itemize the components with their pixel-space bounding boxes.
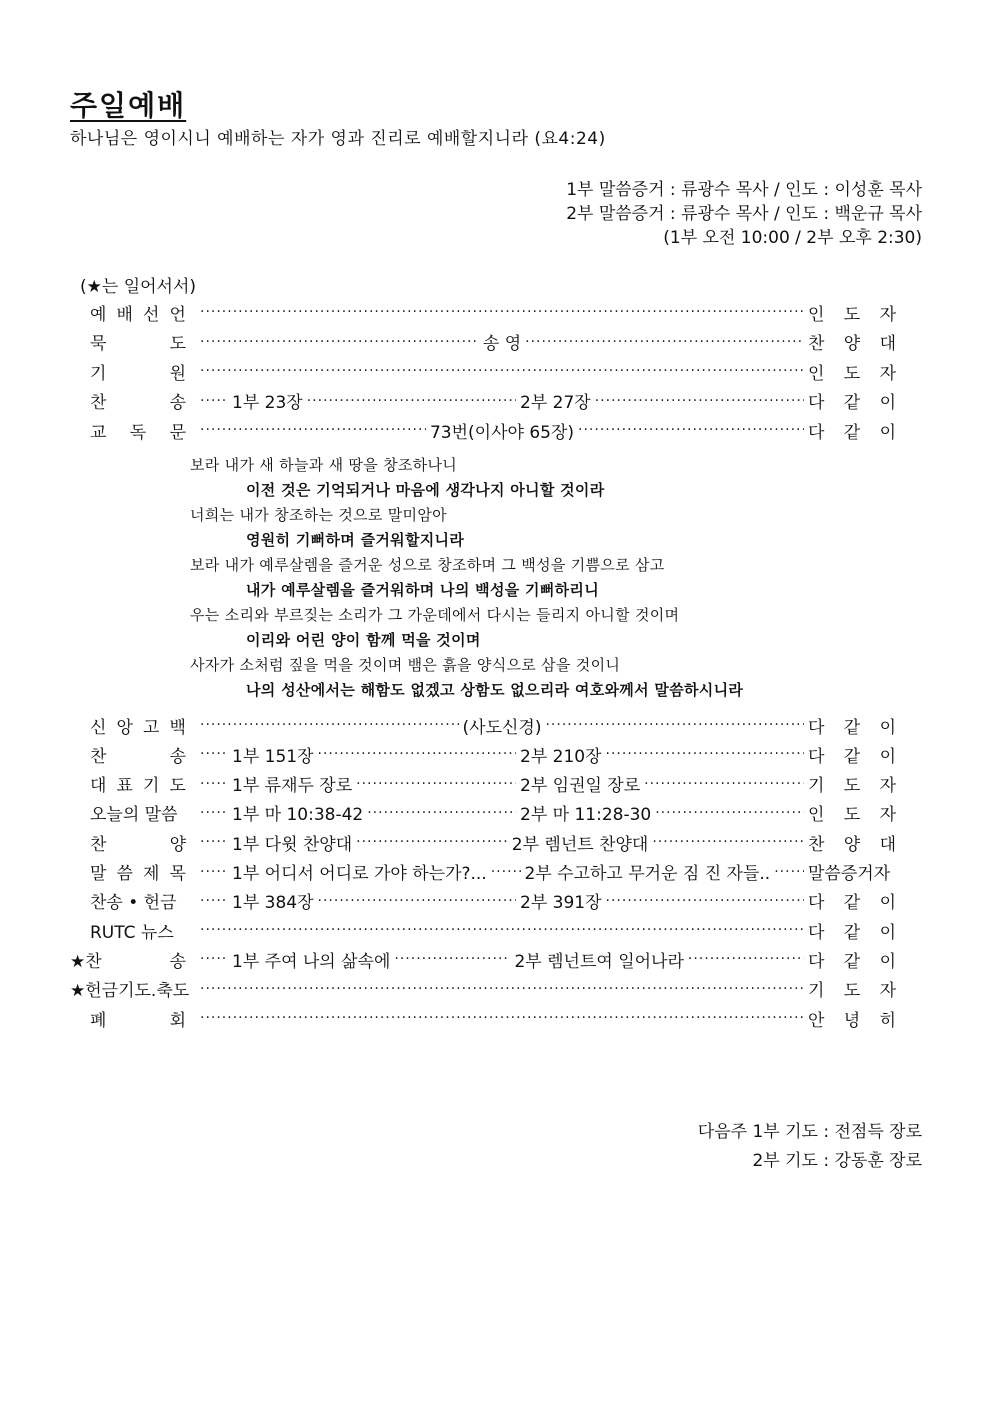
part1-detail: 1부 주여 나의 삶속에 xyxy=(232,951,391,972)
responsible-char: 다 xyxy=(808,393,825,413)
leader-dots xyxy=(200,805,228,821)
order-row xyxy=(70,1004,896,1032)
leader-dots xyxy=(606,893,804,909)
order-label-char: 독 xyxy=(129,422,147,443)
part1-detail: 1부 마 10:38-42 xyxy=(232,805,364,826)
leader-dots xyxy=(200,893,228,909)
order-detail xyxy=(200,859,804,884)
order-label-char: 기 xyxy=(143,776,160,797)
order-detail xyxy=(200,388,804,413)
part1-detail: 1부 류재두 장로 xyxy=(232,776,353,797)
order-label-char: 송 xyxy=(169,951,186,972)
order-detail xyxy=(200,742,804,767)
reading-leader-line: 보라 내가 새 하늘과 새 땅을 창조하나니 xyxy=(190,456,458,474)
responsible-char: 같 xyxy=(843,393,861,413)
order-label xyxy=(70,359,200,384)
order-row xyxy=(70,298,896,326)
order-responsible xyxy=(804,888,896,913)
order-label xyxy=(70,859,200,884)
order-label-char: 찬 xyxy=(90,746,107,767)
order-label-char: 언 xyxy=(169,304,186,325)
order-label xyxy=(70,888,200,913)
responsible-char: 자 xyxy=(879,304,896,325)
leader-dots xyxy=(394,951,510,967)
speaker-line-2: 2부 말씀증거 : 류광수 목사 / 인도 : 백운규 목사 xyxy=(566,204,922,224)
order-row xyxy=(70,740,896,768)
leader-dots xyxy=(545,717,804,733)
order-responsible xyxy=(804,830,896,855)
part1-detail: 1부 어디서 어디로 가야 하는가?... xyxy=(232,864,487,884)
part2-detail: 2부 마 11:28-30 xyxy=(520,805,652,826)
middle-text: 송 영 xyxy=(482,334,522,354)
order-detail xyxy=(200,981,804,997)
responsible-char: 같 xyxy=(843,746,861,767)
order-label-char: 폐 xyxy=(90,1010,107,1031)
order-detail xyxy=(200,830,804,855)
order-label xyxy=(70,418,200,443)
order-label xyxy=(70,1006,200,1031)
leader-dots xyxy=(774,864,804,880)
responsible-char: 이 xyxy=(879,922,896,943)
middle-text: (사도신경) xyxy=(462,717,542,738)
order-label-char: 백 xyxy=(169,717,186,738)
responsible-char: 같 xyxy=(843,717,861,738)
responsible-char: 대 xyxy=(879,834,896,855)
responsible-char: 자 xyxy=(879,776,896,797)
order-label-char: 도 xyxy=(169,776,186,797)
order-label xyxy=(70,800,200,825)
order-label xyxy=(70,388,200,413)
responsible-char: 인 xyxy=(808,304,825,325)
leader-dots xyxy=(200,981,804,997)
responsible-char: 도 xyxy=(843,776,861,797)
leader-dots xyxy=(595,393,804,409)
order-label-char: 제 xyxy=(143,864,160,884)
order-label-char: 배 xyxy=(116,304,133,325)
responsible-char: 도 xyxy=(843,981,861,1002)
reading-response-line: 내가 예루살렘을 즐거워하며 나의 백성을 기뻐하리니 xyxy=(246,581,599,599)
order-label-char: 문 xyxy=(169,422,186,443)
part2-detail: 2부 렘넌트 찬양대 xyxy=(511,834,649,855)
leader-dots xyxy=(655,805,804,821)
order-row xyxy=(70,828,896,856)
responsible-char: 이 xyxy=(879,393,896,413)
leader-dots xyxy=(606,746,804,762)
responsible-char: 같 xyxy=(843,422,861,443)
order-row xyxy=(70,387,896,415)
responsible-char: 히 xyxy=(879,1010,896,1031)
order-detail xyxy=(200,771,804,796)
order-label xyxy=(70,300,200,325)
scripture-verse: 하나님은 영이시니 예배하는 자가 영과 진리로 예배할지니라 (요4:24) xyxy=(70,129,606,149)
responsible-char: 다 xyxy=(808,746,825,767)
leader-dots xyxy=(652,834,804,850)
leader-dots xyxy=(200,746,228,762)
responsible-text: 말씀증거자 xyxy=(808,864,891,884)
responsible-char: 찬 xyxy=(808,834,825,855)
order-responsible xyxy=(804,742,896,767)
responsible-char: 이 xyxy=(879,893,896,914)
speaker-info xyxy=(566,178,922,250)
order-row xyxy=(70,799,896,827)
order-label-char: 예 xyxy=(90,304,107,325)
order-responsible xyxy=(804,859,896,884)
responsible-char: 자 xyxy=(879,805,896,826)
order-detail xyxy=(200,922,804,938)
leader-dots xyxy=(200,922,804,938)
order-label xyxy=(70,329,200,354)
speaker-line-1: 1부 말씀증거 : 류광수 목사 / 인도 : 이성훈 목사 xyxy=(566,180,922,200)
order-row xyxy=(70,945,896,973)
leader-dots xyxy=(367,805,516,821)
responsible-char: 자 xyxy=(879,363,896,384)
responsible-char: 같 xyxy=(843,893,861,914)
order-label-char: 앙 xyxy=(116,717,133,738)
order-row xyxy=(70,887,896,915)
order-responsible xyxy=(804,329,896,354)
responsible-char: 녕 xyxy=(843,1010,861,1031)
order-label-char: 표 xyxy=(116,776,133,797)
reading-leader-line: 우는 소리와 부르짖는 소리가 그 가운데에서 다시는 들리지 아니할 것이며 xyxy=(190,606,680,624)
order-row xyxy=(70,916,896,944)
order-row xyxy=(70,328,896,356)
reading-response-line: 이리와 어린 양이 함께 먹을 것이며 xyxy=(246,631,481,649)
order-responsible xyxy=(804,771,896,796)
responsible-char: 인 xyxy=(808,363,825,384)
order-label-char: 대 xyxy=(90,776,107,797)
responsible-char: 이 xyxy=(879,717,896,738)
order-label-char: 신 xyxy=(90,717,107,738)
responsible-char: 이 xyxy=(879,746,896,767)
middle-text: 73번(이사야 65장) xyxy=(429,422,575,443)
leader-dots xyxy=(200,363,804,379)
responsible-char: 도 xyxy=(843,363,861,384)
order-label-char: 말 xyxy=(90,864,107,884)
order-detail xyxy=(200,888,804,913)
order-label xyxy=(70,947,200,972)
order-label xyxy=(70,742,200,767)
order-label xyxy=(70,713,200,738)
order-responsible xyxy=(804,388,896,413)
order-responsible xyxy=(804,1006,896,1031)
order-row xyxy=(70,711,896,739)
order-responsible xyxy=(804,300,896,325)
part1-detail: 1부 384장 xyxy=(232,893,314,914)
responsible-char: 다 xyxy=(808,951,825,972)
responsible-char: 대 xyxy=(879,334,896,354)
part1-detail: 1부 23장 xyxy=(232,393,303,413)
responsible-char: 같 xyxy=(843,951,861,972)
order-label-char: 원 xyxy=(169,363,186,384)
order-label-char: ★찬 xyxy=(70,951,102,972)
order-detail xyxy=(200,363,804,379)
next-week-line-2: 2부 기도 : 강동훈 장로 xyxy=(752,1151,922,1171)
leader-dots xyxy=(688,951,804,967)
order-detail xyxy=(200,329,804,354)
order-label-char: 도 xyxy=(169,334,186,354)
order-label xyxy=(70,771,200,796)
service-times: (1부 오전 10:00 / 2부 오후 2:30) xyxy=(663,228,922,248)
page-title: 주일예배 xyxy=(70,89,187,122)
order-responsible xyxy=(804,947,896,972)
leader-dots xyxy=(200,717,459,733)
order-responsible xyxy=(804,976,896,1001)
leader-dots xyxy=(356,776,516,792)
responsible-char: 양 xyxy=(843,834,861,855)
responsible-char: 찬 xyxy=(808,334,825,354)
responsible-char: 자 xyxy=(879,981,896,1002)
order-label-text: 오늘의 말씀 xyxy=(90,805,178,826)
order-label-text: ★헌금기도.축도 xyxy=(70,981,190,1002)
responsible-char: 같 xyxy=(843,922,861,943)
leader-dots xyxy=(318,746,516,762)
order-responsible xyxy=(804,918,896,943)
responsible-char: 다 xyxy=(808,893,825,914)
order-responsible xyxy=(804,418,896,443)
responsible-char: 양 xyxy=(843,334,861,354)
part1-detail: 1부 다윗 찬양대 xyxy=(232,834,353,855)
order-label-char: 회 xyxy=(169,1010,186,1031)
order-label-char: 양 xyxy=(169,834,186,855)
order-label xyxy=(70,918,200,943)
responsible-char: 이 xyxy=(879,422,896,443)
reading-leader-line: 너희는 내가 창조하는 것으로 말미암아 xyxy=(190,506,447,524)
reading-leader-line: 사자가 소처럼 짚을 먹을 것이며 뱀은 흙을 양식으로 삼을 것이니 xyxy=(190,656,621,674)
next-week-line-1: 다음주 1부 기도 : 전점득 장로 xyxy=(697,1122,922,1142)
standing-note: (★는 일어서서) xyxy=(80,277,197,297)
order-label-char: 송 xyxy=(169,393,186,413)
leader-dots xyxy=(200,834,228,850)
reading-response-line: 나의 성산에서는 해함도 없겠고 상함도 없으리라 여호와께서 말씀하시니라 xyxy=(246,681,744,699)
order-detail xyxy=(200,713,804,738)
order-detail xyxy=(200,304,804,320)
part2-detail: 2부 210장 xyxy=(520,746,602,767)
leader-dots xyxy=(200,951,228,967)
order-label-char: 고 xyxy=(143,717,160,738)
responsible-char: 다 xyxy=(808,422,825,443)
order-label-char: 송 xyxy=(169,746,186,767)
leader-dots xyxy=(644,776,804,792)
leader-dots xyxy=(200,422,426,438)
responsible-char: 안 xyxy=(808,1010,825,1031)
responsible-char: 도 xyxy=(843,805,861,826)
order-label xyxy=(70,976,200,1001)
leader-dots xyxy=(578,422,804,438)
leader-dots xyxy=(200,304,804,320)
responsible-char: 다 xyxy=(808,922,825,943)
order-detail xyxy=(200,947,804,972)
responsible-char: 기 xyxy=(808,981,825,1002)
leader-dots xyxy=(200,334,479,350)
part2-detail: 2부 391장 xyxy=(520,893,602,914)
order-responsible xyxy=(804,713,896,738)
leader-dots xyxy=(200,1010,804,1026)
order-label-text: RUTC 뉴스 xyxy=(90,922,174,943)
leader-dots xyxy=(356,834,508,850)
responsible-char: 도 xyxy=(843,304,861,325)
order-row xyxy=(70,858,896,886)
order-label-char: 기 xyxy=(90,363,107,384)
order-label-char: 목 xyxy=(169,864,186,884)
part2-detail: 2부 임권일 장로 xyxy=(520,776,641,797)
leader-dots xyxy=(200,776,228,792)
order-responsible xyxy=(804,800,896,825)
reading-response-line: 영원히 기뻐하며 즐거워할지니라 xyxy=(246,531,465,549)
leader-dots xyxy=(491,864,521,880)
next-week-prayer xyxy=(698,1118,922,1176)
order-label xyxy=(70,830,200,855)
order-label-char: 찬 xyxy=(90,834,107,855)
order-label-char: 선 xyxy=(143,304,160,325)
order-row xyxy=(70,975,896,1003)
part1-detail: 1부 151장 xyxy=(232,746,314,767)
leader-dots xyxy=(525,334,804,350)
part2-detail: 2부 렘넌트여 일어나라 xyxy=(514,951,684,972)
order-label-char: 씀 xyxy=(116,864,133,884)
order-detail xyxy=(200,1010,804,1026)
reading-leader-line: 보라 내가 예루살렘을 즐거운 성으로 창조하며 그 백성을 기쁨으로 삼고 xyxy=(190,556,665,574)
order-label-char: 교 xyxy=(90,422,107,443)
leader-dots xyxy=(307,393,516,409)
order-detail xyxy=(200,418,804,443)
order-label-char: 찬 xyxy=(90,393,107,413)
order-row xyxy=(70,416,896,444)
leader-dots xyxy=(200,864,228,880)
order-label-text: 찬송 • 헌금 xyxy=(90,893,177,914)
order-row xyxy=(70,357,896,385)
reading-response-line: 이전 것은 기억되거나 마음에 생각나지 아니할 것이라 xyxy=(246,481,605,499)
leader-dots xyxy=(200,393,228,409)
responsible-char: 기 xyxy=(808,776,825,797)
part2-detail: 2부 27장 xyxy=(520,393,591,413)
order-label-char: 묵 xyxy=(90,334,107,354)
part2-detail: 2부 수고하고 무거운 짐 진 자들.. xyxy=(524,864,771,884)
order-responsible xyxy=(804,359,896,384)
responsible-char: 다 xyxy=(808,717,825,738)
leader-dots xyxy=(318,893,516,909)
order-detail xyxy=(200,800,804,825)
responsible-char: 인 xyxy=(808,805,825,826)
order-row xyxy=(70,770,896,798)
responsible-char: 이 xyxy=(879,951,896,972)
